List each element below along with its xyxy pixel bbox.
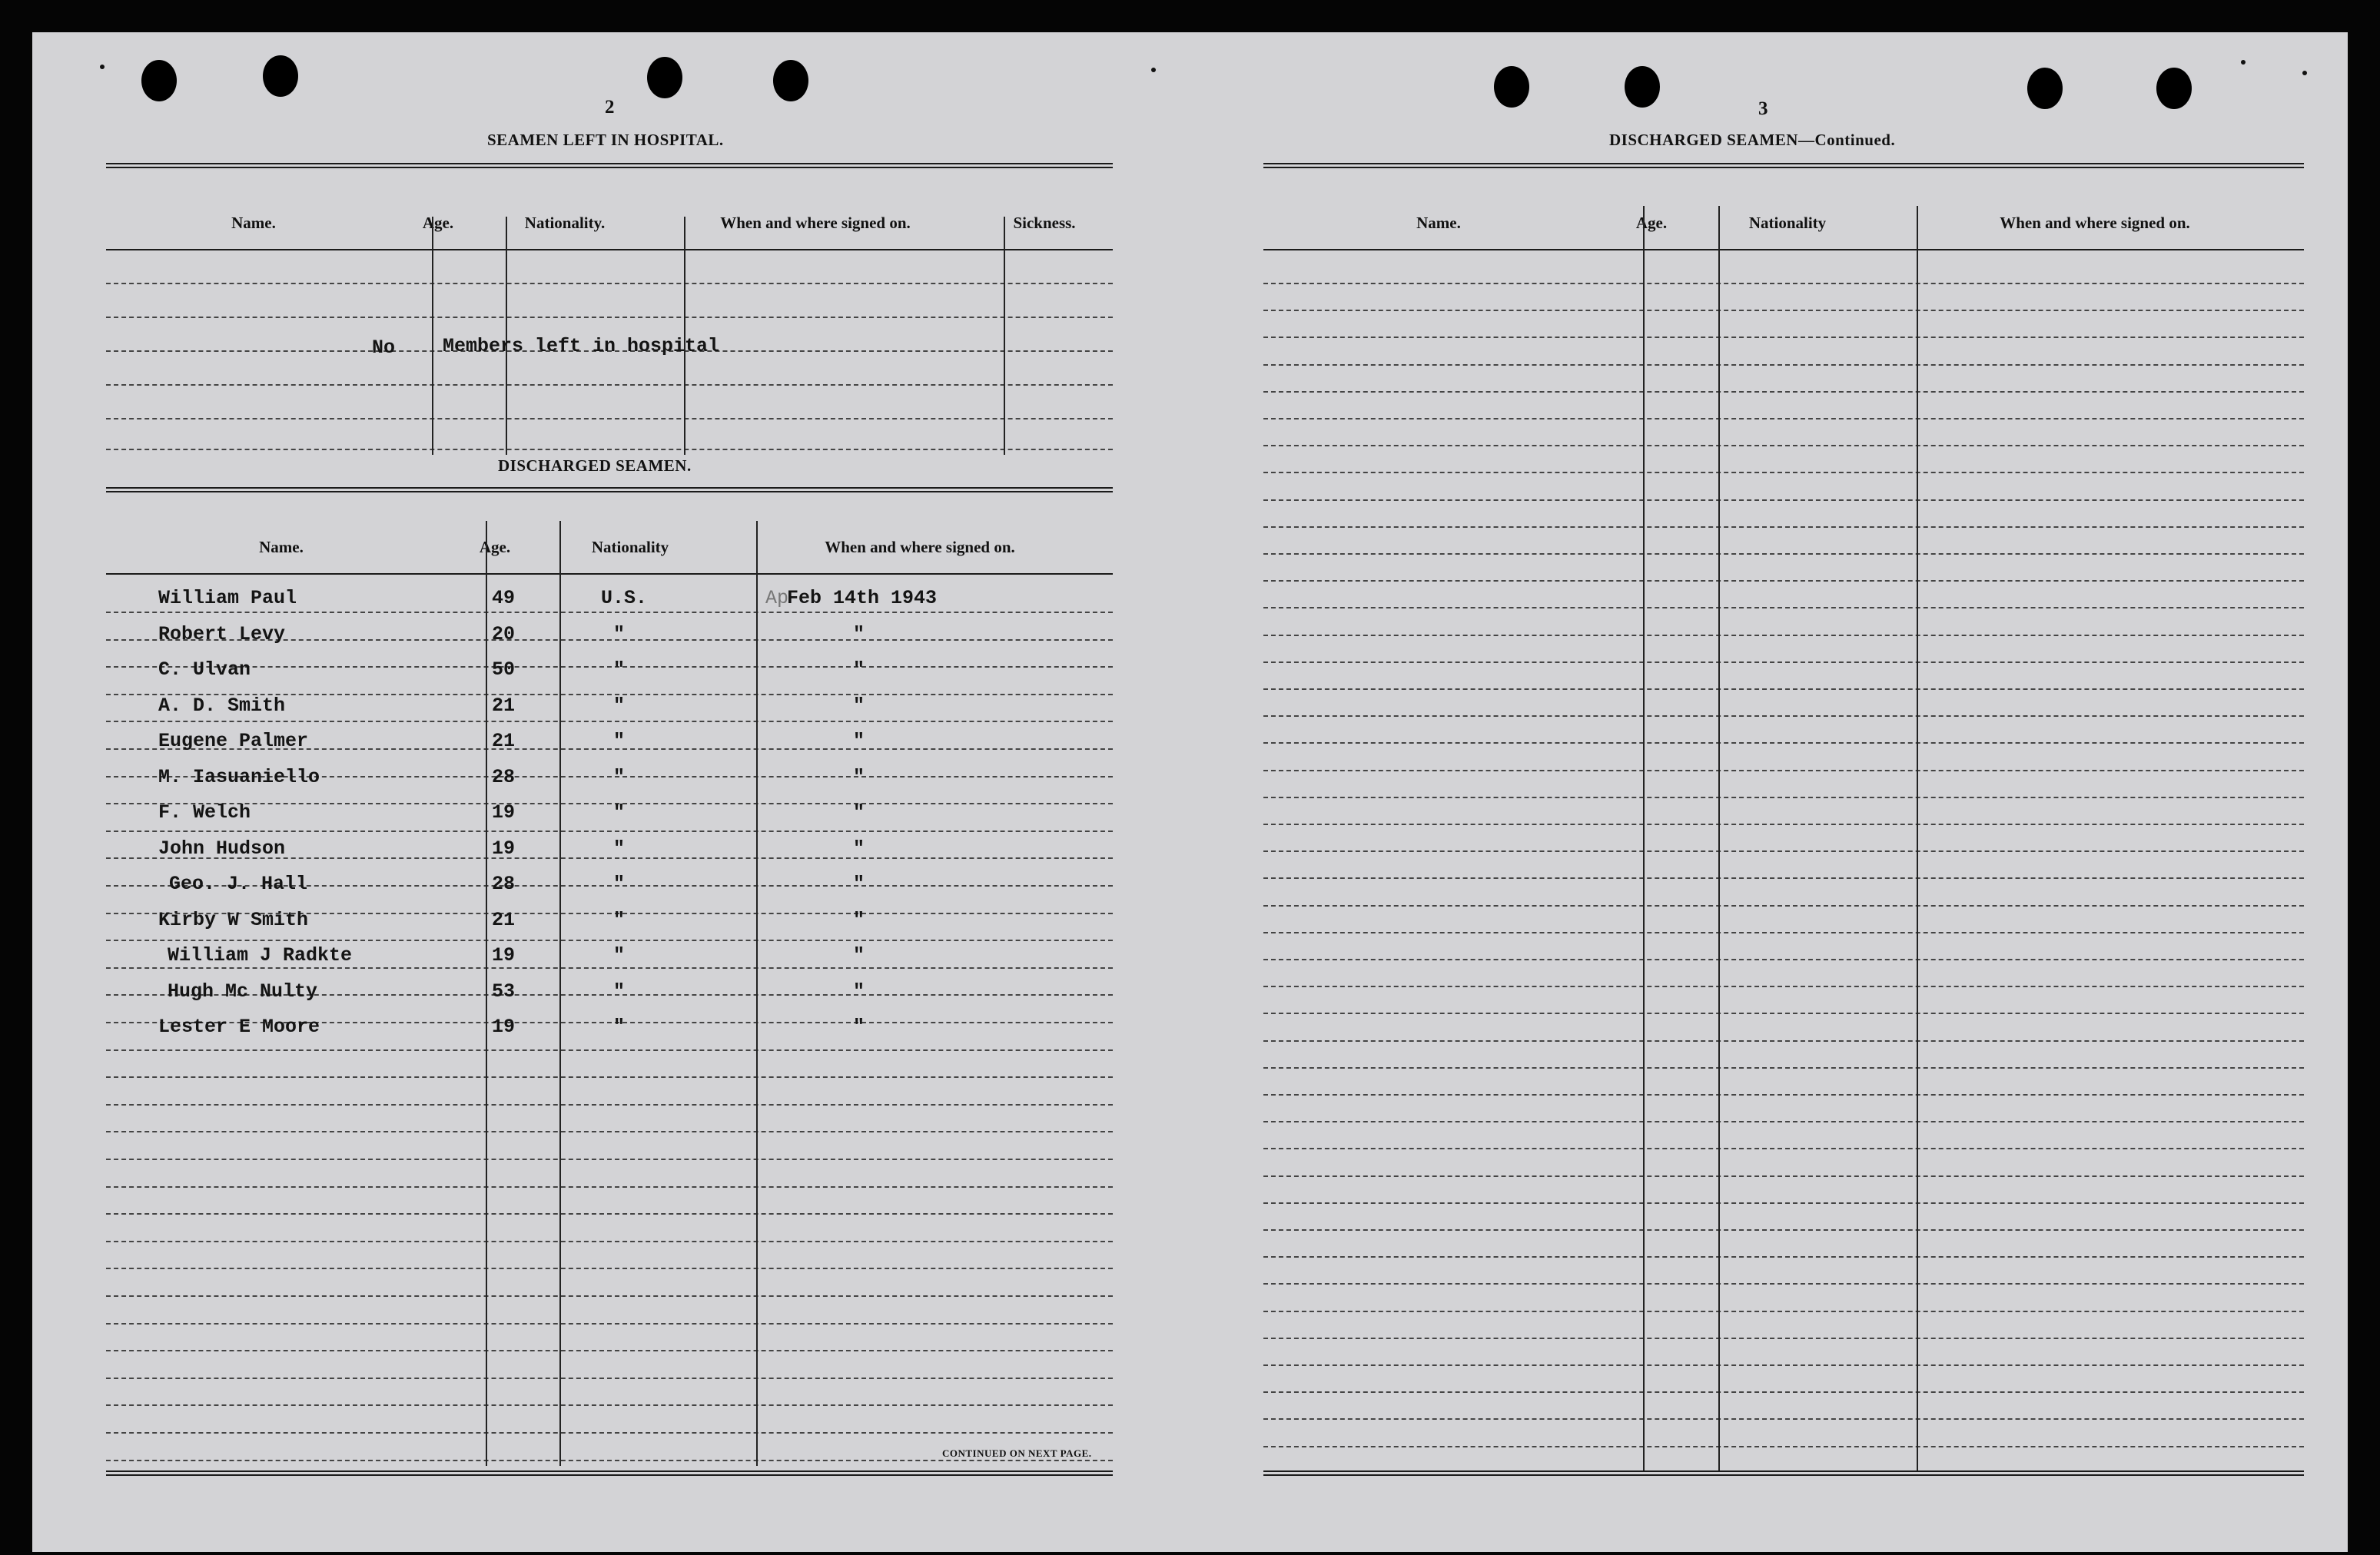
- entry-name: C. Ulvan: [158, 658, 251, 681]
- row-line: [1263, 1446, 2304, 1447]
- row-line: [1263, 1040, 2304, 1042]
- row-line: [1263, 1202, 2304, 1204]
- table-bottom-rule: [1263, 1470, 2304, 1476]
- entry-nationality: ": [613, 730, 626, 752]
- column-divider: [1917, 206, 1918, 1470]
- row-line: [1263, 1283, 2304, 1285]
- row-line: [106, 1295, 1113, 1297]
- row-line: [1263, 932, 2304, 933]
- row-line: [106, 940, 1113, 941]
- entry-signed-on: ": [853, 658, 865, 681]
- row-line: [106, 803, 1113, 804]
- punch-hole: [647, 57, 682, 98]
- punch-hole: [2027, 68, 2063, 109]
- row-line: [1263, 797, 2304, 798]
- row-line: [106, 384, 1113, 386]
- page-number-right: 3: [1758, 98, 1768, 119]
- hospital-note-text: Members left in hospital: [443, 335, 720, 357]
- entry-signed-on: ": [853, 908, 865, 931]
- row-line: [1263, 337, 2304, 338]
- continued-footer: CONTINUED ON NEXT PAGE.: [942, 1447, 1092, 1459]
- entry-name: Eugene Palmer: [158, 730, 309, 752]
- discharged-col-name: Name.: [259, 538, 304, 556]
- row-line: [106, 1350, 1113, 1351]
- entry-age: 19: [492, 837, 516, 860]
- hospital-col-name: Name.: [231, 214, 276, 232]
- row-line: [1263, 418, 2304, 419]
- hospital-table: [106, 163, 1113, 478]
- row-line: [1263, 580, 2304, 582]
- discharged-table: [106, 487, 1113, 1486]
- entry-age: 19: [492, 1016, 516, 1038]
- row-line: [1263, 770, 2304, 771]
- row-line: [1263, 635, 2304, 636]
- row-line: [1263, 742, 2304, 744]
- entry-signed-on: ": [853, 730, 865, 752]
- entry-nationality: ": [613, 801, 626, 824]
- row-line: [1263, 1229, 2304, 1231]
- hospital-col-signed-on: When and where signed on.: [720, 214, 911, 232]
- entry-age: 19: [492, 801, 516, 824]
- row-line: [106, 1104, 1113, 1106]
- row-line: [1263, 1148, 2304, 1149]
- row-line: [106, 967, 1113, 969]
- entry-name: Kirby W Smith: [158, 908, 309, 931]
- punch-hole: [773, 60, 808, 101]
- entry-name: Lester E Moore: [158, 1016, 320, 1038]
- row-line: [106, 1241, 1113, 1242]
- header-rule: [1263, 249, 2304, 250]
- column-divider: [559, 521, 561, 1466]
- entry-signed-on: ": [853, 1016, 865, 1038]
- entry-name: Hugh Mc Nulty: [168, 980, 318, 1003]
- discharged-section-title: DISCHARGED SEAMEN.: [498, 456, 692, 475]
- entry-signed-on: ": [853, 622, 865, 645]
- row-line: [106, 283, 1113, 284]
- discharged-col-age: Age.: [479, 538, 511, 556]
- row-line: [1263, 1175, 2304, 1177]
- entry-name: A. D. Smith: [158, 694, 286, 717]
- row-line: [1263, 1067, 2304, 1069]
- row-line: [1263, 553, 2304, 555]
- entry-age: 21: [492, 730, 516, 752]
- hospital-section-title: SEAMEN LEFT IN HOSPITAL.: [487, 131, 724, 149]
- hospital-col-nationality: Nationality.: [524, 214, 606, 232]
- entry-name: M. Iasuaniello: [158, 765, 320, 788]
- row-line: [106, 1049, 1113, 1051]
- row-line: [106, 666, 1113, 668]
- row-line: [1263, 1391, 2304, 1393]
- row-line: [1263, 445, 2304, 446]
- column-divider: [1643, 206, 1645, 1470]
- entry-nationality: ": [613, 765, 626, 788]
- right-section-title: DISCHARGED SEAMEN—Continued.: [1609, 131, 1896, 149]
- table-bottom-rule: [106, 1470, 1113, 1476]
- row-line: [1263, 688, 2304, 690]
- column-divider: [1004, 217, 1005, 455]
- entry-nationality: ": [613, 908, 626, 931]
- row-line: [106, 449, 1113, 450]
- row-line: [106, 1378, 1113, 1379]
- row-line: [1263, 1418, 2304, 1420]
- entry-age: 28: [492, 765, 516, 788]
- discharged-col-nationality: Nationality: [591, 538, 669, 556]
- entry-nationality: ": [613, 622, 626, 645]
- table-top-rule: [106, 487, 1113, 492]
- row-line: [1263, 715, 2304, 717]
- hospital-col-sickness: Sickness.: [1013, 214, 1076, 232]
- column-divider: [486, 521, 487, 1466]
- punch-hole: [2156, 68, 2192, 109]
- entry-signed-on: ": [853, 801, 865, 824]
- entry-signed-on: ": [853, 694, 865, 717]
- entry-age: 20: [492, 622, 516, 645]
- row-line: [1263, 850, 2304, 852]
- entry-nationality: U.S.: [601, 587, 648, 609]
- entry-age: 21: [492, 908, 516, 931]
- entry-age: 19: [492, 944, 516, 966]
- header-rule: [106, 249, 1113, 250]
- right-col-signed-on: When and where signed on.: [2000, 214, 2190, 232]
- right-col-nationality: Nationality: [1748, 214, 1827, 232]
- row-line: [1263, 1311, 2304, 1312]
- discharged-col-signed-on: When and where signed on.: [825, 538, 1015, 556]
- entry-nationality: ": [613, 694, 626, 717]
- entry-nationality: ": [613, 980, 626, 1003]
- page-number-left: 2: [605, 97, 615, 118]
- paper-speck: [100, 65, 105, 69]
- row-line: [106, 418, 1113, 419]
- entry-nationality: ": [613, 1016, 626, 1038]
- row-line: [106, 1076, 1113, 1078]
- row-line: [1263, 526, 2304, 528]
- entry-name: Geo. J. Hall: [169, 873, 308, 895]
- discharged-continued-table: [1263, 163, 2304, 1484]
- column-divider: [756, 521, 758, 1466]
- paper-speck: [2241, 60, 2246, 65]
- entry-name: Robert Levy: [158, 622, 286, 645]
- row-line: [106, 1159, 1113, 1160]
- row-line: [1263, 1338, 2304, 1339]
- row-line: [106, 1323, 1113, 1325]
- punch-hole: [1494, 66, 1529, 108]
- paper-speck: [1151, 68, 1156, 72]
- entry-age: 28: [492, 873, 516, 895]
- hospital-col-age: Age.: [422, 214, 454, 232]
- row-line: [106, 317, 1113, 318]
- entry-age: 21: [492, 694, 516, 717]
- row-line: [106, 1432, 1113, 1434]
- row-line: [1263, 1013, 2304, 1014]
- row-line: [106, 1186, 1113, 1188]
- row-line: [1263, 661, 2304, 663]
- row-line: [1263, 283, 2304, 284]
- row-line: [1263, 364, 2304, 366]
- row-line: [1263, 472, 2304, 473]
- entry-nationality: ": [613, 944, 626, 966]
- row-line: [1263, 1256, 2304, 1258]
- entry-signed-on: ": [853, 980, 865, 1003]
- right-col-age: Age.: [1635, 214, 1668, 232]
- row-line: [1263, 905, 2304, 907]
- row-line: [106, 612, 1113, 613]
- entry-signed-on: ": [853, 765, 865, 788]
- row-line: [1263, 1121, 2304, 1122]
- entry-age: 49: [492, 587, 516, 609]
- entry-name: William J Radkte: [168, 944, 353, 966]
- row-line: [1263, 1094, 2304, 1096]
- entry-nationality: ": [613, 837, 626, 860]
- row-line: [1263, 391, 2304, 393]
- table-top-rule: [106, 163, 1113, 168]
- row-line: [106, 1213, 1113, 1215]
- right-col-name: Name.: [1416, 214, 1461, 232]
- row-line: [106, 1268, 1113, 1269]
- document-sheet: [32, 32, 2348, 1552]
- entry-name: John Hudson: [158, 837, 286, 860]
- row-line: [106, 831, 1113, 832]
- entry-signed-on: ": [853, 944, 865, 966]
- row-line: [1263, 959, 2304, 960]
- entry-age: 50: [492, 658, 516, 681]
- row-line: [1263, 986, 2304, 987]
- row-line: [1263, 607, 2304, 608]
- entry-signed-on: ": [853, 873, 865, 895]
- row-line: [1263, 824, 2304, 825]
- row-line: [1263, 1364, 2304, 1366]
- entry-nationality: ": [613, 873, 626, 895]
- row-line: [106, 721, 1113, 722]
- entry-nationality: ": [613, 658, 626, 681]
- row-line: [1263, 499, 2304, 501]
- row-line: [1263, 310, 2304, 311]
- struck-out-entry: Ap: [765, 587, 789, 609]
- header-rule: [106, 573, 1113, 575]
- entry-age: 53: [492, 980, 516, 1003]
- row-line: [1263, 877, 2304, 879]
- row-line: [106, 1131, 1113, 1132]
- column-divider: [1718, 206, 1720, 1470]
- table-top-rule: [1263, 163, 2304, 168]
- row-line: [106, 1404, 1113, 1406]
- paper-speck: [2302, 71, 2307, 75]
- entry-signed-on: ": [853, 837, 865, 860]
- column-divider: [432, 217, 433, 455]
- punch-hole: [263, 55, 298, 97]
- entry-signed-on: Feb 14th 1943: [787, 587, 938, 609]
- entry-name: F. Welch: [158, 801, 251, 824]
- punch-hole: [1625, 66, 1660, 108]
- punch-hole: [141, 60, 177, 101]
- entry-name: William Paul: [158, 587, 297, 609]
- hospital-note-no: No: [372, 337, 396, 359]
